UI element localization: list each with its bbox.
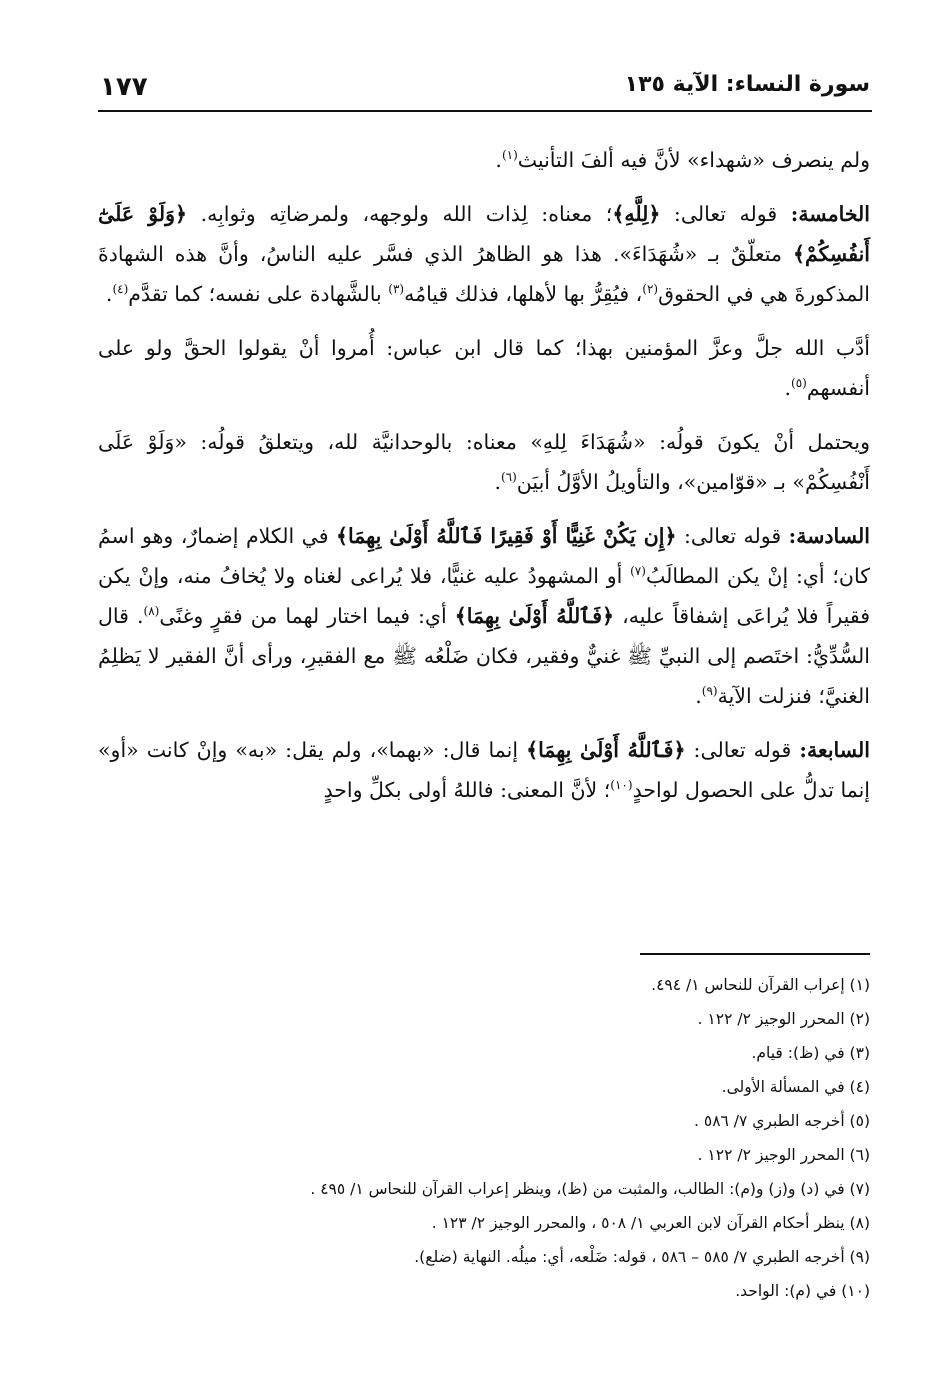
text-run: . [494, 470, 501, 494]
text-run: إنما قال: «بهما»، ولم يقل: «به» وإنْ كانت «أو» إنما تدلُّ على الحصول لواحدٍ [98, 738, 870, 802]
footnote-ref: (٤) [112, 282, 129, 297]
paragraph [98, 140, 870, 180]
footnote: (٥) أخرجه الطبري ٧/ ٥٨٦ . [694, 1112, 870, 1130]
text-run: قوله تعالى: [660, 202, 791, 226]
text-run: ؛ لأنَّ المعنى: فاللهُ أولى بكلِّ واحدٍ [323, 778, 611, 802]
quran-quote: ﴿فَٱللَّهُ أَوْلَىٰ بِهِمَا﴾ [526, 738, 686, 762]
footnote-ref: (٥) [791, 376, 807, 391]
text-run: ويحتمل أنْ يكونَ قولُه: «شُهَدَاءَ لِلهِ» معناه: بالوحدانيَّة لله، ويتعلقُ قولُه: «وَلَوْ عَلَى أَنْفُسِكُمْ» بـ «قوّامين»، والتأويلُ الأوَّلُ أبيَن [98, 430, 870, 494]
footnotes [98, 968, 870, 1308]
text-run: قوله تعالى: [676, 524, 789, 548]
quran-quote: ﴿وَلَوْ عَلَىٰٓ أَنفُسِكُمْ﴾ [98, 202, 870, 266]
text-run: أو المشهودُ عليه غنيًّا، فلا يُراعى لغناه ولا يُخافُ منه، وإنْ يكن فقيراً فلا يُراعَى إشفاقاً عليه، [98, 564, 870, 628]
footnote: (١٠) في (م): الواحد. [735, 1282, 870, 1300]
footnote-ref: (٢) [642, 282, 659, 297]
text-run: ولم ينصرف «شهداء» لأنَّ فيه ألفَ التأنيث [517, 148, 870, 172]
footnote: (٦) المحرر الوجيز ٢/ ١٢٢ . [697, 1146, 870, 1164]
footnote: (٧) في (د) و(ز) و(م): الطالب، والمثبت من (ظ)، وينظر إعراب القرآن للنحاس ١/ ٤٩٥ . [310, 1180, 870, 1198]
text-run: ؛ معناه: لِذات الله ولوجهه، ولمرضاتِه وثوابِه. [187, 202, 613, 226]
issue-heading: السادسة: [788, 524, 870, 548]
text-run: بالشَّهادة على نفسه؛ كما تقدَّم [128, 282, 389, 306]
text-run: أدَّب الله جلَّ وعزَّ المؤمنين بهذا؛ كما قال ابن عباس: أُمروا أنْ يقولوا الحقَّ ولو على أنفسهم [98, 336, 870, 400]
quran-quote: ﴿لِلَّهِ﴾ [612, 202, 661, 226]
page-number: ١٧٧ [100, 72, 148, 102]
footnote: (٤) في المسألة الأولى. [721, 1078, 870, 1096]
running-title: سورة النساء: الآية ١٣٥ [624, 72, 870, 97]
text-run: . [105, 282, 113, 306]
footnote-ref: (١) [501, 148, 518, 163]
footnote-separator [640, 953, 870, 955]
header-rule [98, 110, 872, 112]
text-run: . [495, 148, 502, 172]
footnote-ref: (٨) [143, 604, 160, 619]
issue-heading: الخامسة: [790, 202, 870, 226]
text-run: . قال السُّدِّيُّ: اختَصم إلى النبيِّ ﷺ غنيٌّ وفقير، فكان ضَلْعُه ﷺ مع الفقيرِ، ورأى أنَّ الفقير لا يَظلِمُ الغنيَّ؛ فنزلت الآية [98, 604, 870, 708]
quran-quote: ﴿فَٱللَّهُ أَوْلَىٰ بِهِمَا﴾ [454, 604, 615, 628]
text-run: في الكلام إضمارٌ، وهو اسمُ كان؛ أي: إنْ يكن المطالَبُ [98, 524, 870, 588]
footnote: (٣) في (ظ): قيام. [751, 1044, 870, 1062]
footnote-ref: (٣) [388, 282, 405, 297]
paragraph [98, 194, 870, 314]
issue-heading: السابعة: [799, 738, 871, 762]
text-run: . [784, 376, 792, 400]
footnote-ref: (٦) [500, 470, 517, 485]
paragraph [98, 730, 870, 810]
paragraph [98, 328, 870, 408]
text-run: قوله تعالى: [685, 738, 800, 762]
footnote-ref: (١٠) [610, 778, 633, 793]
text-run: ، فيُقِرُّ بها لأهلها، فذلك قيامُه [404, 282, 643, 306]
footnote: (١) إعراب القرآن للنحاس ١/ ٤٩٤. [651, 976, 870, 994]
paragraph [98, 422, 870, 502]
footnote-ref: (٩) [701, 684, 718, 699]
quran-quote: ﴿إِن يَكُنْ غَنِيًّا أَوْ فَقِيرًا فَٱللَّهُ أَوْلَىٰ بِهِمَا﴾ [336, 524, 677, 548]
text-run: أي: فيما اختار لهما من فقرٍ وغنًى [159, 604, 455, 628]
footnote-ref: (٧) [630, 564, 646, 579]
text-run: متعلّقٌ بـ «شُهَدَاءَ». هذا هو الظاهرُ الذي فسَّر عليه الناسُ، وأنَّ هذه الشهادةَ المذكورةَ هي في الحقوق [98, 242, 870, 306]
body-text [98, 140, 870, 824]
footnote: (٩) أخرجه الطبري ٧/ ٥٨٥ – ٥٨٦ ، قوله: ضَلْعه، أي: ميلُه. النهاية (ضلع). [414, 1248, 870, 1266]
footnote: (٨) ينظر أحكام القرآن لابن العربي ١/ ٥٠٨ ، والمحرر الوجيز ٢/ ١٢٣ . [431, 1214, 870, 1232]
footnote: (٢) المحرر الوجيز ٢/ ١٢٢ . [697, 1010, 870, 1028]
paragraph [98, 516, 870, 716]
text-run: . [695, 684, 702, 708]
